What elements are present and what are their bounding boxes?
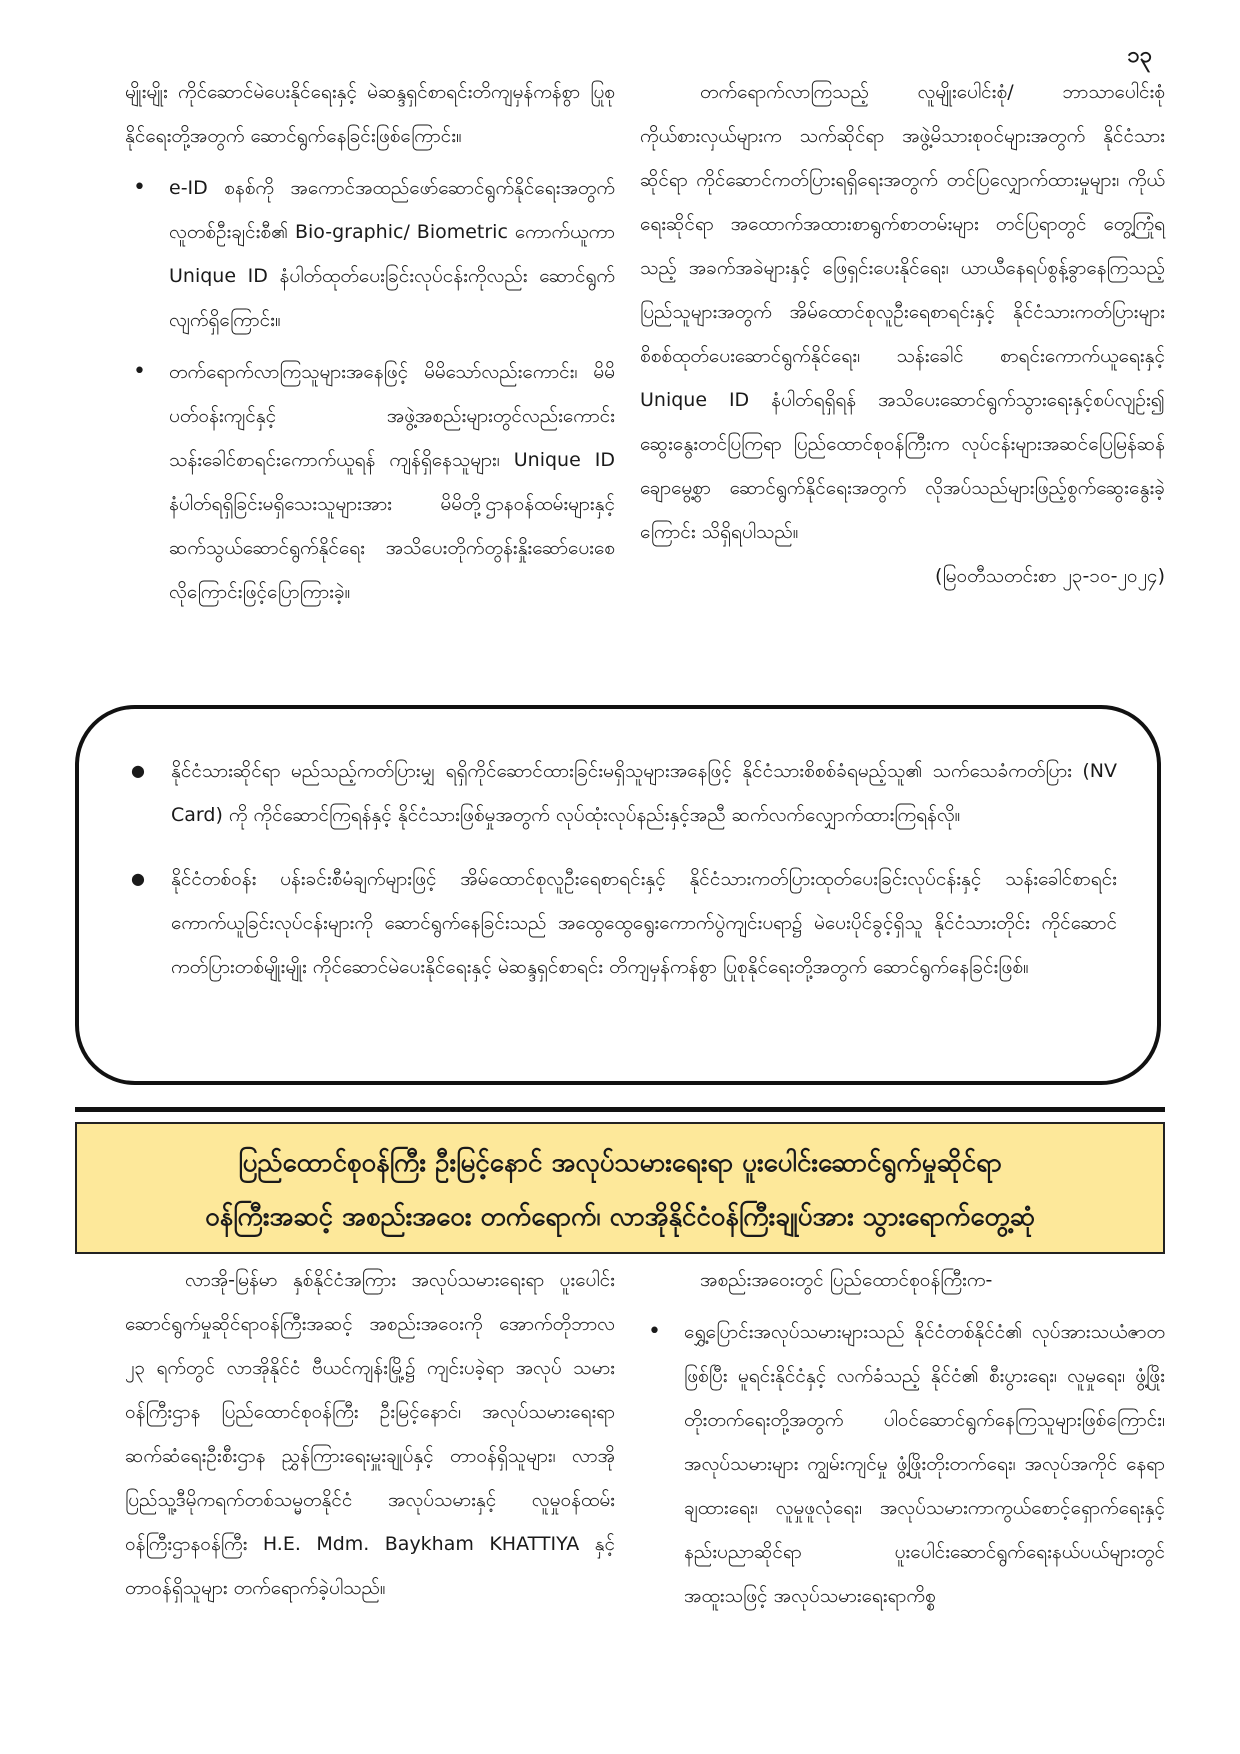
callout-item: ● နိုင်ငံသားဆိုင်ရာ မည်သည့်ကတ်ပြားမျှ ရရှိကိုင်ဆောင်ထားခြင်းမရှိသူများအနေဖြင့် နိုင်ငံသားစိစစ်ခံရမည့်သူ၏ သက်သေခံကတ်ပြား (NV Card) ကို ကိုင်ဆောင်ကြရန်နှင့် နိုင်ငံသားဖြစ်မှုအတွက် လုပ်ထုံးလုပ်နည်းနှင့်အညီ ဆက်လက်လျှောက်ထားကြရန်လို။ — [131, 749, 1117, 837]
bottom-right-column — [640, 1258, 1165, 1618]
bottom-left-column — [125, 1258, 615, 1610]
top-right-column — [640, 70, 1165, 598]
article-headline — [75, 1122, 1165, 1254]
headline-line-2: ဝန်ကြီးအဆင့် အစည်းအဝေး တက်ရောက်၊ လာအိုနိုင်ငံဝန်ကြီးချုပ်အား သွားရောက်တွေ့ဆုံ — [205, 1202, 1035, 1232]
callout-item: ● နိုင်ငံတစ်ဝန်း ပန်းခင်းစီမံချက်များဖြင့် အိမ်ထောင်စုလူဦးရေစာရင်းနှင့် နိုင်ငံသားကတ်ပြားထုတ်ပေးခြင်းလုပ်ငန်းနှင့် သန်းခေါင်စာရင်း ကောက်ယူခြင်းလုပ်ငန်းများကို ဆောင်ရွက်နေခြင်းသည် အထွေထွေရွေးကောက်ပွဲကျင်းပရာ၌ မဲပေးပိုင်ခွင့်ရှိသူ နိုင်ငံသားတိုင်း ကိုင်ဆောင်ကတ်ပြားတစ်မျိုးမျိုး ကိုင်ဆောင်မဲပေးနိုင်ရေးနှင့် မဲဆန္ဒရှင်စာရင်း တိကျမှန်ကန်စွာ ပြုစုနိုင်ရေးတို့အတွက် ဆောင်ရွက်နေခြင်းဖြစ်။ — [131, 857, 1117, 989]
source-citation: (မြဝတီသတင်းစာ ၂၃-၁၀-၂၀၂၄) — [935, 565, 1165, 587]
intro-paragraph: အစည်းအဝေးတွင် ပြည်ထောင်စုဝန်ကြီးက- — [700, 1269, 993, 1291]
body-paragraph: လာအို-မြန်မာ နှစ်နိုင်ငံအကြား အလုပ်သမားရေးရာ ပူးပေါင်းဆောင်ရွက်မှုဆိုင်ရာဝန်ကြီးအဆင့် အစည်းအဝေးကို အောက်တိုဘာလ ၂၃ ရက်တွင် လာအိုနိုင်ငံ ဗီယင်ကျန်းမြို့၌ ကျင်းပခဲ့ရာ အလုပ် သမားဝန်ကြီးဌာန ပြည်ထောင်စုဝန်ကြီး ဦးမြင့်နောင်၊ အလုပ်သမားရေးရာဆက်ဆံရေးဦးစီးဌာန ညွှန်ကြားရေးမှူးချုပ်နှင့် တာဝန်ရှိသူများ၊ လာအိုပြည်သူ့ဒီမိုကရက်တစ်သမ္မတနိုင်ငံ အလုပ်သမားနှင့် လူမှုဝန်ထမ်းဝန်ကြီးဌာနဝန်ကြီး H.E. Mdm. Baykham KHATTIYA နှင့် တာဝန်ရှိသူများ တက်ရောက်ခဲ့ပါသည်။ — [125, 1269, 615, 1599]
list-item: • e-ID စနစ်ကို အကောင်အထည်ဖော်ဆောင်ရွက်နိုင်ရေးအတွက် လူတစ်ဦးချင်းစီ၏ Bio-graphic/ Biometric ကောက်ယူကာ Unique ID နံပါတ်ထုတ်ပေးခြင်းလုပ်ငန်းကိုလည်း ဆောင်ရွက်လျက်ရှိကြောင်း။ — [125, 166, 615, 342]
bullet-list — [125, 166, 615, 614]
bullet-list — [640, 1310, 1165, 1618]
list-item: • တက်ရောက်လာကြသူများအနေဖြင့် မိမိသော်လည်းကောင်း၊ မိမိပတ်ဝန်းကျင်နှင့် အဖွဲ့အစည်းများတွင်လည်းကောင်း သန်းခေါင်စာရင်းကောက်ယူရန် ကျန်ရှိနေသူများ၊ Unique ID နံပါတ်ရရှိခြင်းမရှိသေးသူများအား မိမိတို့ဌာနဝန်ထမ်းများနှင့် ဆက်သွယ်ဆောင်ရွက်နိုင်ရေး အသိပေးတိုက်တွန်းနှိုးဆော်ပေးစေလိုကြောင်းဖြင့်ပြောကြားခဲ့။ — [125, 350, 615, 614]
page-number: ၁၃ — [1127, 43, 1152, 68]
top-left-column — [125, 70, 615, 614]
headline-line-1: ပြည်ထောင်စုဝန်ကြီး ဦးမြင့်နောင် အလုပ်သမားရေးရာ ပူးပေါင်းဆောင်ရွက်မှုဆိုင်ရာ — [238, 1148, 1002, 1178]
continuation-paragraph: မျိုးမျိုး ကိုင်ဆောင်မဲပေးနိုင်ရေးနှင့် မဲဆန္ဒရှင်စာရင်းတိကျမှန်ကန်စွာ ပြုစုနိုင်ရေးတို့အတွက် ဆောင်ရွက်နေခြင်းဖြစ်ကြောင်း။ — [125, 81, 615, 147]
callout-bullet-list — [131, 749, 1117, 989]
highlight-callout-box — [75, 705, 1161, 1085]
list-item: • ရွှေ့ပြောင်းအလုပ်သမားများသည် နိုင်ငံတစ်နိုင်ငံ၏ လုပ်အားသယံဇာတဖြစ်ပြီး မူရင်းနိုင်ငံနှင့် လက်ခံသည့် နိုင်ငံ၏ စီးပွားရေး၊ လူမှုရေး၊ ဖွံ့ဖြိုးတိုးတက်ရေးတို့အတွက် ပါဝင်ဆောင်ရွက်နေကြသူများဖြစ်ကြောင်း၊ အလုပ်သမားများ ကျွမ်းကျင်မှု ဖွံ့ဖြိုးတိုးတက်ရေး၊ အလုပ်အကိုင် နေရာချထားရေး၊ လူမှုဖူလုံရေး၊ အလုပ်သမားကာကွယ်စောင့်ရှောက်ရေးနှင့် နည်းပညာဆိုင်ရာ ပူးပေါင်းဆောင်ရွက်ရေးနယ်ပယ်များတွင် အထူးသဖြင့် အလုပ်သမားရေးရာကိစ္စ — [640, 1310, 1165, 1618]
section-divider — [75, 1107, 1165, 1112]
body-paragraph: တက်ရောက်လာကြသည့် လူမျိုးပေါင်းစုံ/ ဘာသာပေါင်းစုံ ကိုယ်စားလှယ်များက သက်ဆိုင်ရာ အဖွဲ့မိသားစုဝင်များအတွက် နိုင်ငံသားဆိုင်ရာ ကိုင်ဆောင်ကတ်ပြားရရှိရေးအတွက် တင်ပြလျှောက်ထားမှုများ၊ ကိုယ်ရေးဆိုင်ရာ အထောက်အထားစာရွက်စာတမ်းများ တင်ပြရာတွင် တွေ့ကြုံရသည့် အခက်အခဲများနှင့် ဖြေရှင်းပေးနိုင်ရေး၊ ယာယီနေရပ်စွန့်ခွာနေကြသည့် ပြည်သူများအတွက် အိမ်ထောင်စုလူဦးရေစာရင်းနှင့် နိုင်ငံသားကတ်ပြားများ စိစစ်ထုတ်ပေးဆောင်ရွက်နိုင်ရေး၊ သန်းခေါင် စာရင်းကောက်ယူရေးနှင့် Unique ID နံပါတ်ရရှိရန် အသိပေးဆောင်ရွက်သွားရေးနှင့်စပ်လျဉ်း၍ ဆွေးနွေးတင်ပြကြရာ ပြည်ထောင်စုဝန်ကြီးက လုပ်ငန်းများအဆင်ပြေမြန်ဆန်ချောမွေ့စွာ ဆောင်ရွက်နိုင်ရေးအတွက် လိုအပ်သည်များဖြည့်စွက်ဆွေးနွေးခဲ့ကြောင်း သိရှိရပါသည်။ — [640, 81, 1165, 543]
